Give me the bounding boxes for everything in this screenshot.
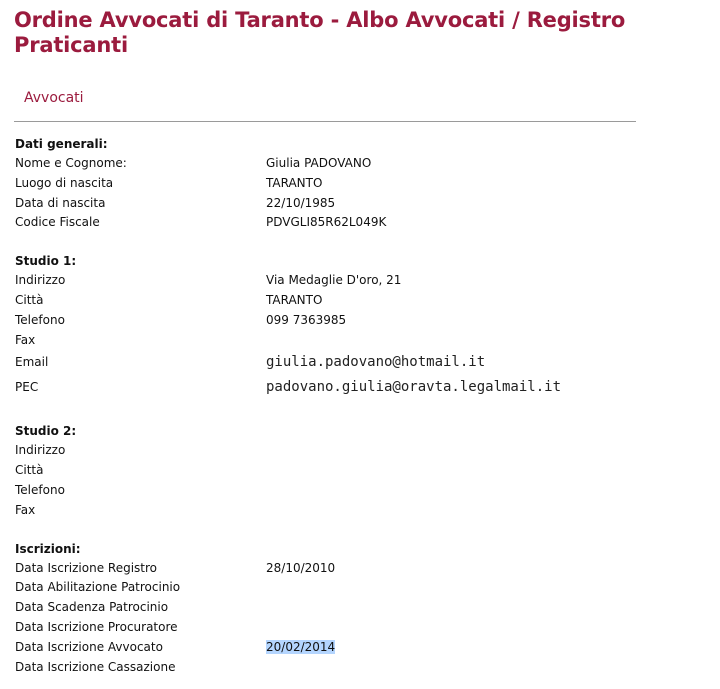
detail-row-indirizzo-2	[15, 441, 695, 461]
detail-value	[266, 578, 695, 598]
detail-label: Data di nascita	[15, 195, 106, 210]
detail-label: Data Scadenza Patrocinio	[15, 600, 169, 615]
detail-label: Nome e Cognome:	[15, 156, 127, 170]
detail-row-email	[15, 350, 695, 375]
section-heading-iscrizioni: Iscrizioni:	[15, 541, 81, 556]
section-subtitle: Avvocati	[24, 90, 84, 106]
lawyer-detail-sheet	[15, 134, 695, 677]
detail-label: Codice Fiscale	[15, 215, 100, 230]
detail-row-citta-2	[15, 461, 695, 481]
detail-label: Indirizzo	[15, 443, 66, 458]
detail-value	[266, 481, 695, 501]
section-heading-studio-2: Studio 2:	[15, 424, 77, 439]
detail-value	[266, 618, 695, 638]
detail-value	[266, 331, 695, 351]
detail-value: 22/10/1985	[266, 195, 336, 210]
detail-label: Data Iscrizione Registro	[15, 560, 158, 575]
detail-row-nome	[15, 154, 695, 174]
detail-value[interactable]	[266, 638, 695, 658]
detail-row-scadenza-patrocinio	[15, 598, 695, 618]
detail-value	[266, 441, 695, 461]
spacer	[15, 521, 695, 539]
detail-value: PDVGLI85R62L049K	[266, 215, 387, 230]
detail-value: TARANTO	[266, 175, 323, 190]
detail-label: Luogo di nascita	[15, 175, 114, 190]
detail-row-indirizzo	[15, 271, 695, 291]
detail-value: 28/10/2010	[266, 560, 336, 575]
email-value: giulia.padovano@hotmail.it	[266, 354, 486, 371]
detail-row-iscrizione-procuratore	[15, 618, 695, 638]
detail-value: TARANTO	[266, 292, 323, 307]
detail-label: Fax	[15, 502, 36, 517]
detail-row-iscrizione-avvocato	[15, 638, 695, 658]
detail-row-telefono	[15, 311, 695, 331]
section-heading-dati-generali: Dati generali:	[15, 137, 108, 151]
detail-value: 099 7363985	[266, 312, 347, 327]
detail-row-fax	[15, 331, 695, 351]
divider	[14, 121, 636, 122]
spacer	[15, 233, 695, 251]
detail-label: Fax	[15, 332, 36, 347]
spacer	[15, 399, 695, 421]
detail-label: Telefono	[15, 312, 65, 327]
detail-label: Telefono	[15, 482, 65, 497]
detail-label: Data Iscrizione Procuratore	[15, 619, 178, 634]
detail-label: Data Iscrizione Cassazione	[15, 659, 176, 674]
detail-row-iscrizione-cassazione	[15, 658, 695, 678]
detail-label: Data Abilitazione Patrocinio	[15, 580, 181, 595]
detail-value: Via Medaglie D'oro, 21	[266, 273, 402, 288]
detail-label: Indirizzo	[15, 273, 66, 288]
detail-row-citta	[15, 291, 695, 311]
detail-row-codice-fiscale	[15, 213, 695, 233]
detail-row-pec	[15, 375, 695, 400]
detail-label: Email	[15, 355, 49, 370]
detail-value	[266, 501, 695, 521]
pec-value: padovano.giulia@oravta.legalmail.it	[266, 378, 562, 395]
detail-label: Data Iscrizione Avvocato	[15, 639, 163, 654]
detail-row-data-nascita	[15, 194, 695, 214]
section-heading-studio-1: Studio 1:	[15, 254, 77, 269]
detail-label: PEC	[15, 379, 39, 394]
detail-row-iscrizione-registro	[15, 559, 695, 579]
selected-text[interactable]: 20/02/2014	[266, 639, 336, 654]
detail-row-abilitazione-patrocinio	[15, 578, 695, 598]
detail-label: Città	[15, 463, 44, 478]
detail-row-luogo-nascita	[15, 174, 695, 194]
detail-value: Giulia PADOVANO	[266, 156, 372, 170]
detail-value	[266, 658, 695, 678]
detail-label: Città	[15, 292, 44, 307]
detail-row-fax-2	[15, 501, 695, 521]
detail-value	[266, 598, 695, 618]
detail-value	[266, 461, 695, 481]
page-title: Ordine Avvocati di Taranto - Albo Avvocati / Registro Praticanti	[14, 8, 626, 57]
detail-row-telefono-2	[15, 481, 695, 501]
